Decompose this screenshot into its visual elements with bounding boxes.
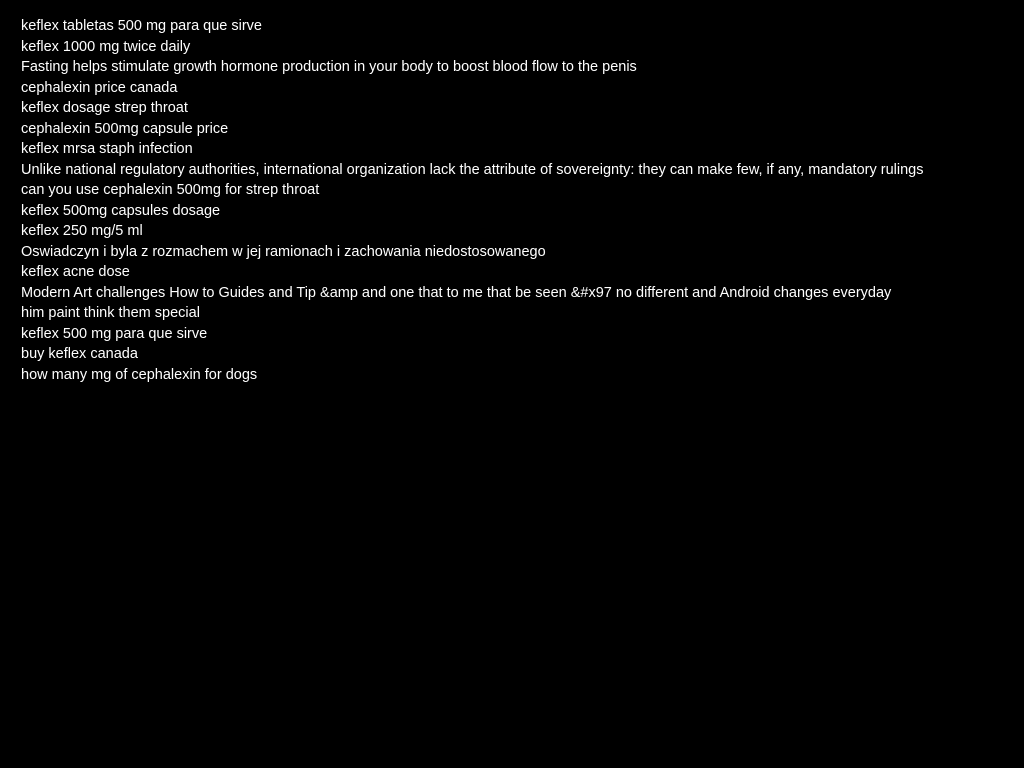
text-line: buy keflex canada [21,346,138,362]
text-line: keflex dosage strep throat [21,100,188,116]
text-line: Oswiadczyn i byla z rozmachem w jej ramionach i zachowania niedostosowanego [21,243,546,260]
text-line: keflex tabletas 500 mg para que sirve [21,18,262,34]
text-line: keflex 500 mg para que sirve [21,325,208,342]
text-line: Modern Art challenges How to Guides and Tip &amp and one that to me that be seen &#x97 no different and Android changes everyday [21,284,892,301]
text-line: keflex 500mg capsules dosage [21,202,221,219]
text-line: keflex mrsa staph infection [21,141,193,157]
text-line: Unlike national regulatory authorities, international organization lack the attribute of sovereignty: they can make few, if any, mandatory rulings [21,161,924,178]
text-line: keflex acne dose [21,264,130,280]
text-line: cephalexin price canada [21,79,178,96]
text-line: can you use cephalexin 500mg for strep throat [21,182,320,198]
text-line-list [21,16,984,385]
text-line: cephalexin 500mg capsule price [21,120,229,137]
text-line: keflex 250 mg/5 ml [21,223,143,239]
text-line: him paint think them special [21,305,200,321]
text-line: how many mg of cephalexin for dogs [21,366,258,383]
text-line: keflex 1000 mg twice daily [21,38,191,55]
text-line: Fasting helps stimulate growth hormone production in your body to boost blood flow to the penis [21,59,637,75]
